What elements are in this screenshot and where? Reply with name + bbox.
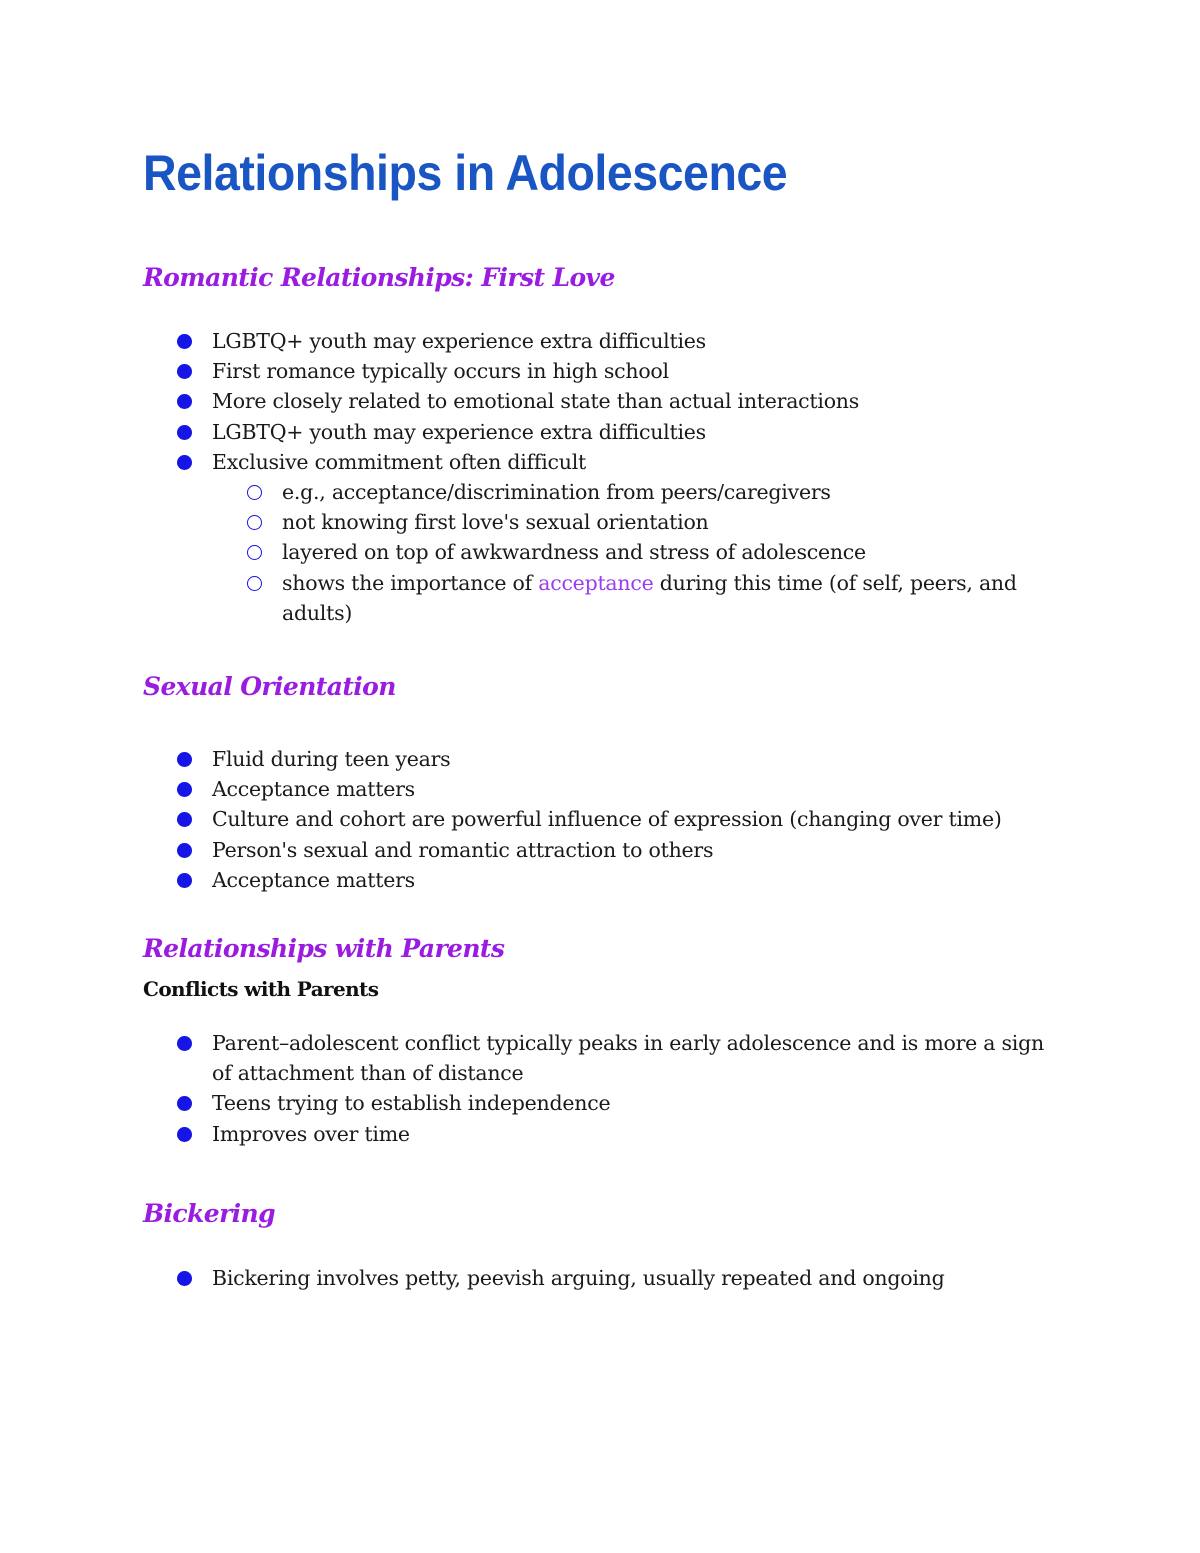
hollow-bullet-icon	[247, 515, 262, 530]
list-item: Improves over time	[143, 1119, 1063, 1149]
filled-bullet-icon	[177, 364, 192, 379]
section-heading-romantic: Romantic Relationships: First Love	[143, 263, 615, 292]
list-item: LGBTQ+ youth may experience extra difficulties	[143, 326, 1063, 356]
list-item: Bickering involves petty, peevish arguing, usually repeated and ongoing	[143, 1263, 1063, 1293]
list-item: First romance typically occurs in high school	[143, 356, 1063, 386]
sub-list-item: shows the importance of acceptance during this time (of self, peers, and adults)	[143, 568, 1063, 628]
filled-bullet-icon	[177, 812, 192, 827]
sub-list-item: not knowing first love's sexual orientation	[143, 507, 1063, 537]
filled-bullet-icon	[177, 752, 192, 767]
filled-bullet-icon	[177, 455, 192, 470]
filled-bullet-icon	[177, 843, 192, 858]
list-item: LGBTQ+ youth may experience extra difficulties	[143, 417, 1063, 447]
romantic-list	[143, 326, 1063, 628]
highlighted-word: acceptance	[538, 570, 654, 595]
bickering-list	[143, 1263, 1063, 1293]
list-item: Parent–adolescent conflict typically peaks in early adolescence and is more a sign of attachment than of distance	[143, 1028, 1063, 1088]
sub-heading-conflicts: Conflicts with Parents	[143, 977, 379, 1002]
list-item: Acceptance matters	[143, 865, 1063, 895]
filled-bullet-icon	[177, 334, 192, 349]
orientation-list	[143, 744, 1063, 895]
list-item: Person's sexual and romantic attraction to others	[143, 835, 1063, 865]
filled-bullet-icon	[177, 873, 192, 888]
filled-bullet-icon	[177, 782, 192, 797]
list-item: Acceptance matters	[143, 774, 1063, 804]
filled-bullet-icon	[177, 1036, 192, 1051]
parents-list	[143, 1028, 1063, 1149]
list-item: Exclusive commitment often difficult	[143, 447, 1063, 477]
document-page	[143, 140, 1063, 1293]
section-heading-bickering: Bickering	[143, 1198, 276, 1228]
filled-bullet-icon	[177, 1127, 192, 1142]
list-item: More closely related to emotional state than actual interactions	[143, 386, 1063, 416]
section-heading-orientation: Sexual Orientation	[143, 672, 396, 702]
list-item: Teens trying to establish independence	[143, 1088, 1063, 1118]
sub-list-item: e.g., acceptance/discrimination from peers/caregivers	[143, 477, 1063, 507]
filled-bullet-icon	[177, 1096, 192, 1111]
sub-list-item: layered on top of awkwardness and stress of adolescence	[143, 537, 1063, 567]
list-item: Culture and cohort are powerful influence of expression (changing over time)	[143, 804, 1063, 834]
hollow-bullet-icon	[247, 485, 262, 500]
list-item: Fluid during teen years	[143, 744, 1063, 774]
section-heading-parents: Relationships with Parents	[143, 934, 505, 964]
hollow-bullet-icon	[247, 545, 262, 560]
filled-bullet-icon	[177, 394, 192, 409]
hollow-bullet-icon	[247, 576, 262, 591]
filled-bullet-icon	[177, 1271, 192, 1286]
document-title: Relationships in Adolescence	[143, 145, 788, 201]
filled-bullet-icon	[177, 425, 192, 440]
